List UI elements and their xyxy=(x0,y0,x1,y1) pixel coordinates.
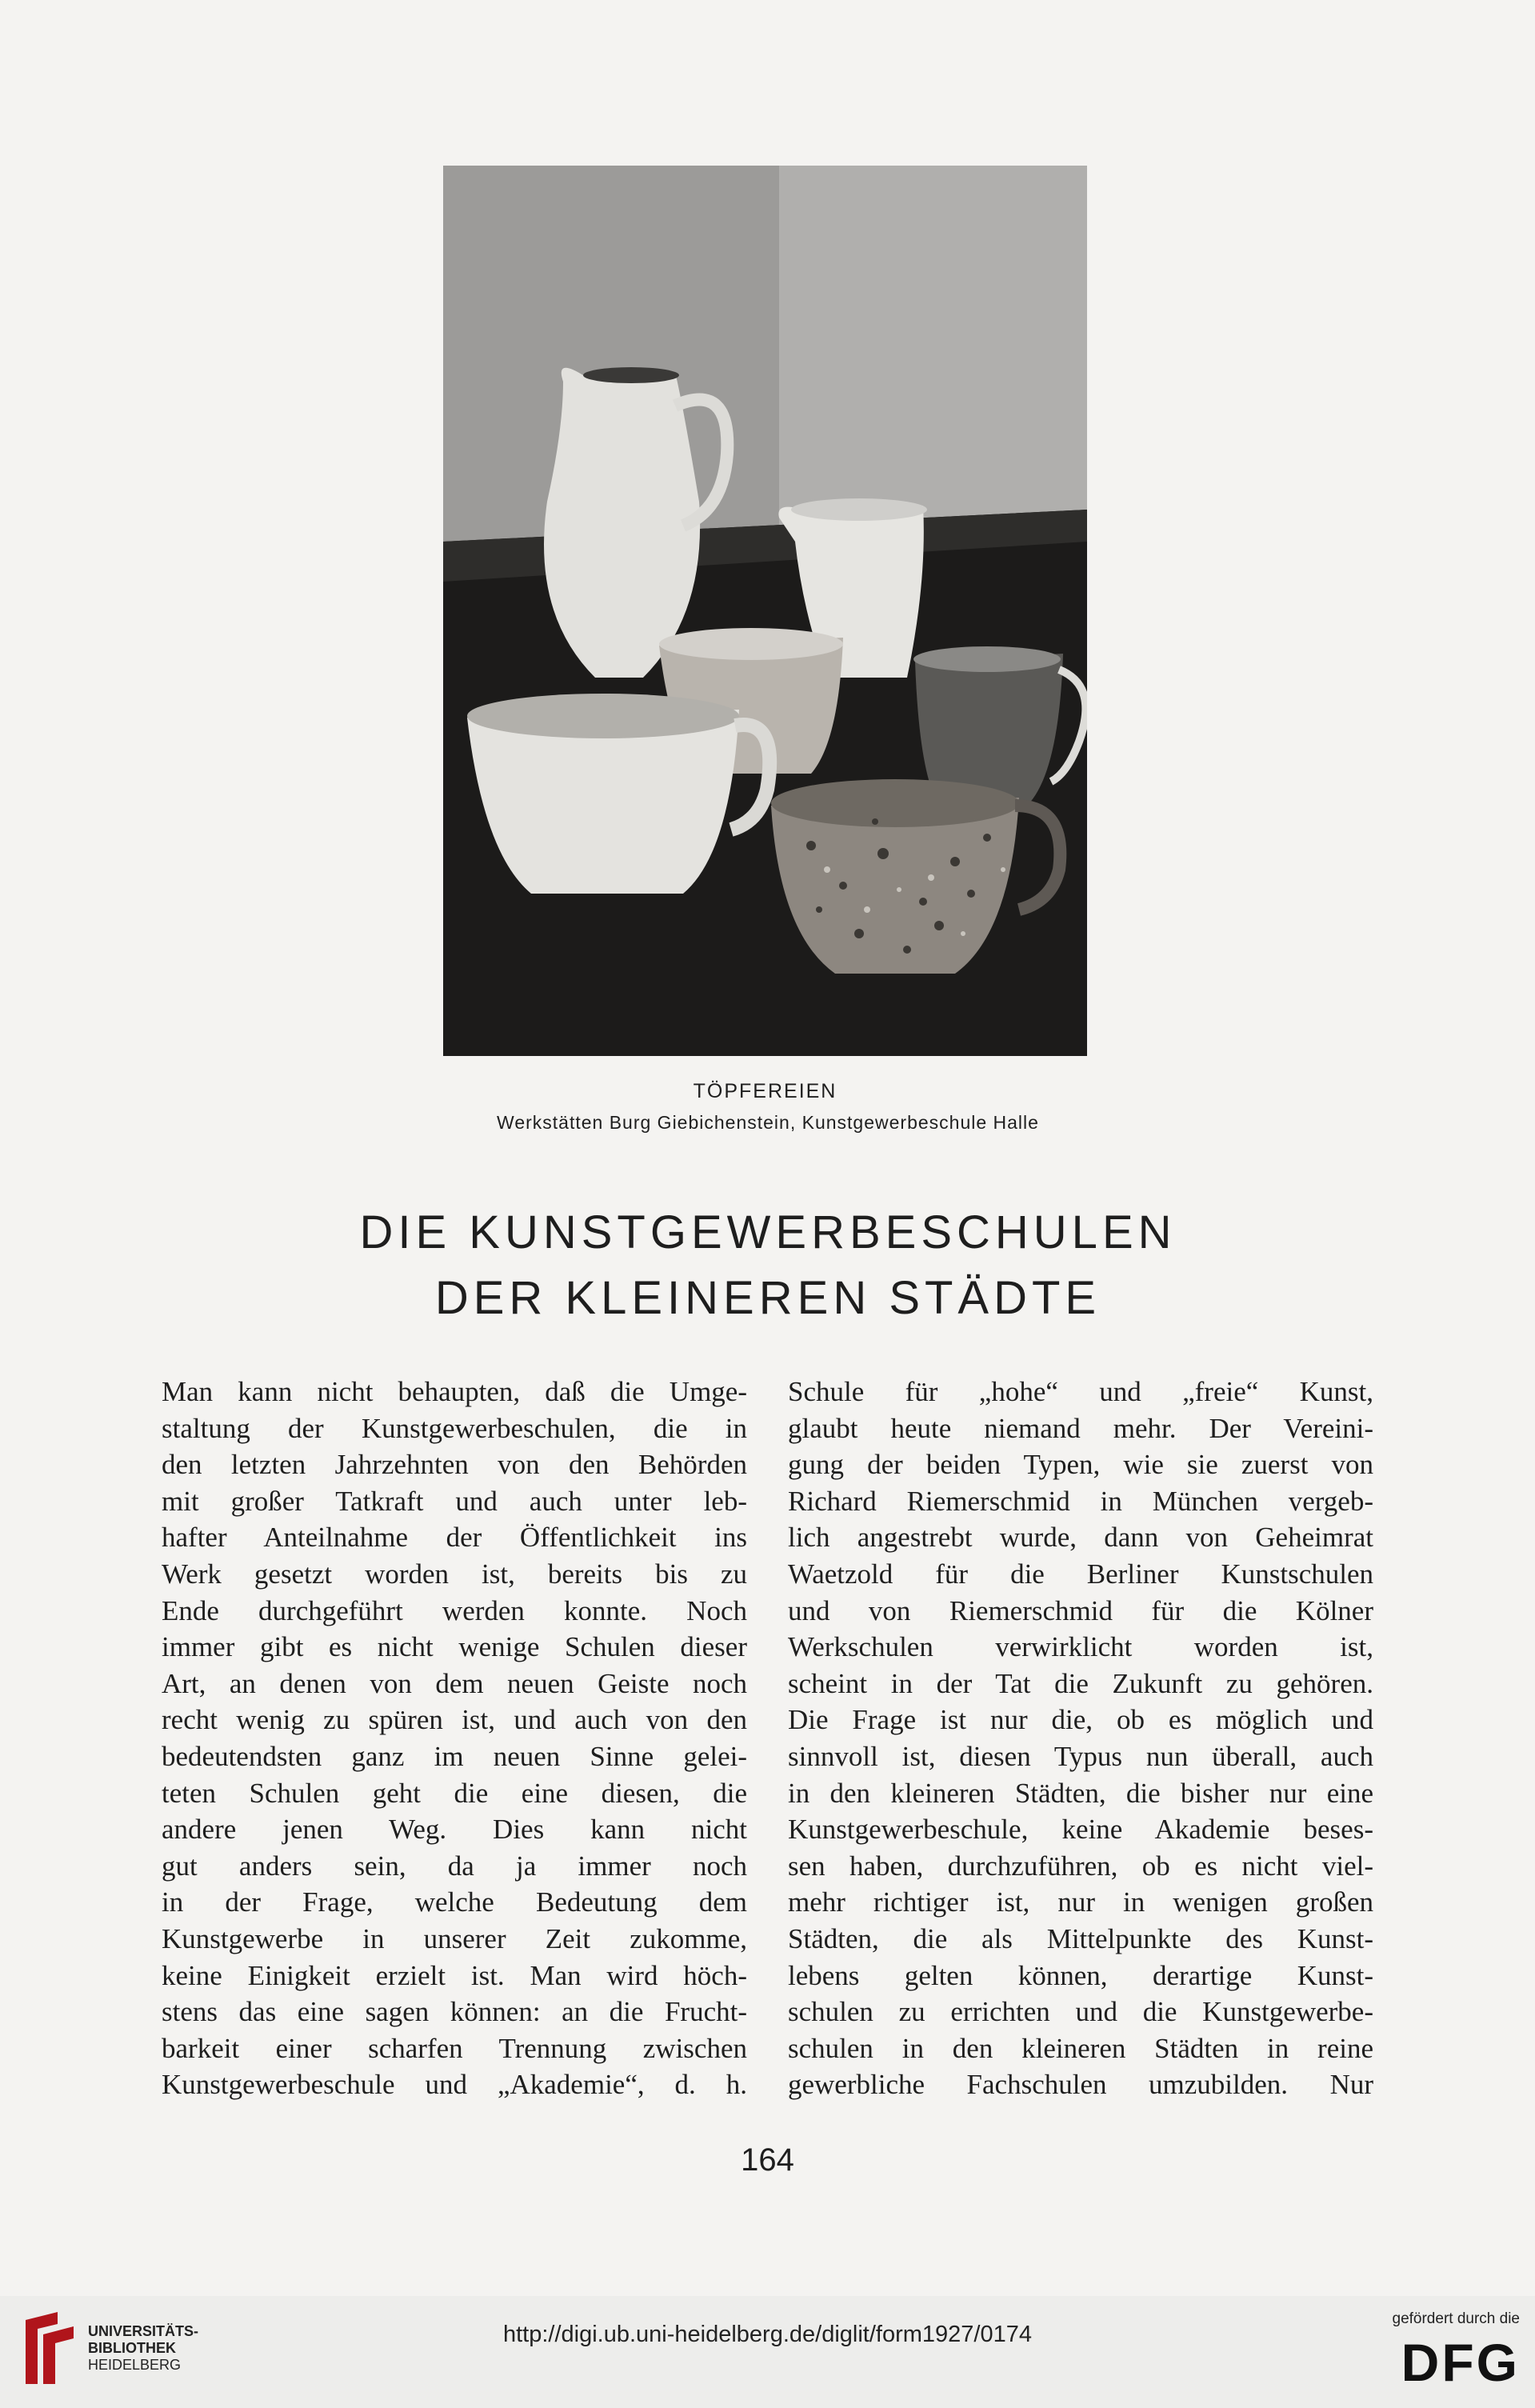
library-line-1: UNIVERSITÄTS- xyxy=(88,2323,199,2339)
text-line: mehr richtiger ist, nur in wenigen großen xyxy=(788,1886,1373,1918)
text-line: in der Frage, welche Bedeutung dem xyxy=(162,1886,747,1918)
source-url-link[interactable]: http://digi.ub.uni-heidelberg.de/diglit/form1927/0174 xyxy=(502,2322,1032,2347)
body-column-right xyxy=(788,1374,1373,2103)
text-line: recht wenig zu spüren ist, und auch von den xyxy=(162,1704,747,1736)
text-line: keine Einigkeit erzielt ist. Man wird höch- xyxy=(162,1959,747,1991)
text-line: schulen zu errichten und die Kunstgewerbe- xyxy=(788,1996,1373,2028)
text-line: schulen in den kleineren Städten in reine xyxy=(788,2032,1373,2064)
text-line: glaubt heute niemand mehr. Der Vereini- xyxy=(788,1412,1373,1444)
dfg-logo: DFG xyxy=(1401,2333,1520,2392)
library-line-2: BIBLIOTHEK xyxy=(88,2340,176,2356)
text-line: Richard Riemerschmid in München vergeb- xyxy=(788,1485,1373,1517)
text-line: Ende durchgeführt werden konnte. Noch xyxy=(162,1594,747,1626)
text-line: Die Frage ist nur die, ob es möglich und xyxy=(788,1704,1373,1736)
text-line: Werkschulen verwirklicht worden ist, xyxy=(788,1631,1373,1663)
page-number: 164 xyxy=(741,2142,794,2178)
text-line: barkeit einer scharfen Trennung zwischen xyxy=(162,2032,747,2064)
text-line: lebens gelten können, derartige Kunst- xyxy=(788,1959,1373,1991)
text-line: Schule für „hohe“ und „freie“ Kunst, xyxy=(788,1376,1373,1407)
university-library-logo-icon xyxy=(18,2304,82,2392)
pottery-photo-icon xyxy=(443,166,1087,1056)
text-line: Art, an denen von dem neuen Geiste noch xyxy=(162,1667,747,1699)
text-line: Städten, die als Mittelpunkte des Kunst- xyxy=(788,1922,1373,1954)
text-line: und von Riemerschmid für die Kölner xyxy=(788,1594,1373,1626)
text-line: scheint in der Tat die Zukunft zu gehören. xyxy=(788,1667,1373,1699)
text-line: hafter Anteilnahme der Öffentlichkeit ins xyxy=(162,1522,747,1554)
text-line: Waetzold für die Berliner Kunstschulen xyxy=(788,1558,1373,1590)
text-line: staltung der Kunstgewerbeschulen, die in xyxy=(162,1412,747,1444)
text-line: sinnvoll ist, diesen Typus nun überall, auch xyxy=(788,1740,1373,1772)
text-line: in den kleineren Städten, die bisher nur eine xyxy=(788,1777,1373,1809)
article-heading xyxy=(240,1200,1296,1331)
text-line: teten Schulen geht die eine diesen, die xyxy=(162,1777,747,1809)
text-line: mit großer Tatkraft und auch unter leb- xyxy=(162,1485,747,1517)
text-line: lich angestrebt wurde, dann von Geheimrat xyxy=(788,1522,1373,1554)
figure-caption-subtitle: Werkstätten Burg Giebichenstein, Kunstgewerbeschule Halle xyxy=(497,1112,1039,1133)
text-line: bedeutendsten ganz im neuen Sinne gelei- xyxy=(162,1740,747,1772)
text-line: sen haben, durchzuführen, ob es nicht viel- xyxy=(788,1850,1373,1882)
text-line: andere jenen Weg. Dies kann nicht xyxy=(162,1814,747,1846)
text-line: den letzten Jahrzehnten von den Behörden xyxy=(162,1449,747,1481)
text-line: Man kann nicht behaupten, daß die Umge- xyxy=(162,1376,747,1407)
text-line: Kunstgewerbeschule und „Akademie“, d. h. xyxy=(162,2069,747,2101)
text-line: Kunstgewerbe in unserer Zeit zukomme, xyxy=(162,1922,747,1954)
funded-by-label: gefördert durch die xyxy=(1392,2310,1520,2327)
pottery-photo xyxy=(443,166,1087,1056)
heading-line-1: DIE KUNSTGEWERBESCHULEN xyxy=(359,1206,1177,1258)
text-line: Werk gesetzt worden ist, bereits bis zu xyxy=(162,1558,747,1590)
text-line: gut anders sein, da ja immer noch xyxy=(162,1850,747,1882)
text-line: immer gibt es nicht wenige Schulen dieser xyxy=(162,1631,747,1663)
heading-line-2: DER KLEINEREN STÄDTE xyxy=(434,1272,1101,1324)
footer-bar xyxy=(0,2296,1535,2408)
text-line: gewerbliche Fachschulen umzubilden. Nur xyxy=(788,2069,1373,2101)
body-column-left xyxy=(162,1374,747,2103)
figure-caption-title: TÖPFEREIEN xyxy=(693,1080,837,1102)
text-line: stens das eine sagen können: an die Frucht- xyxy=(162,1996,747,2028)
text-line: Kunstgewerbeschule, keine Akademie beses- xyxy=(788,1814,1373,1846)
library-line-3: HEIDELBERG xyxy=(88,2357,182,2373)
text-line: gung der beiden Typen, wie sie zuerst von xyxy=(788,1449,1373,1481)
